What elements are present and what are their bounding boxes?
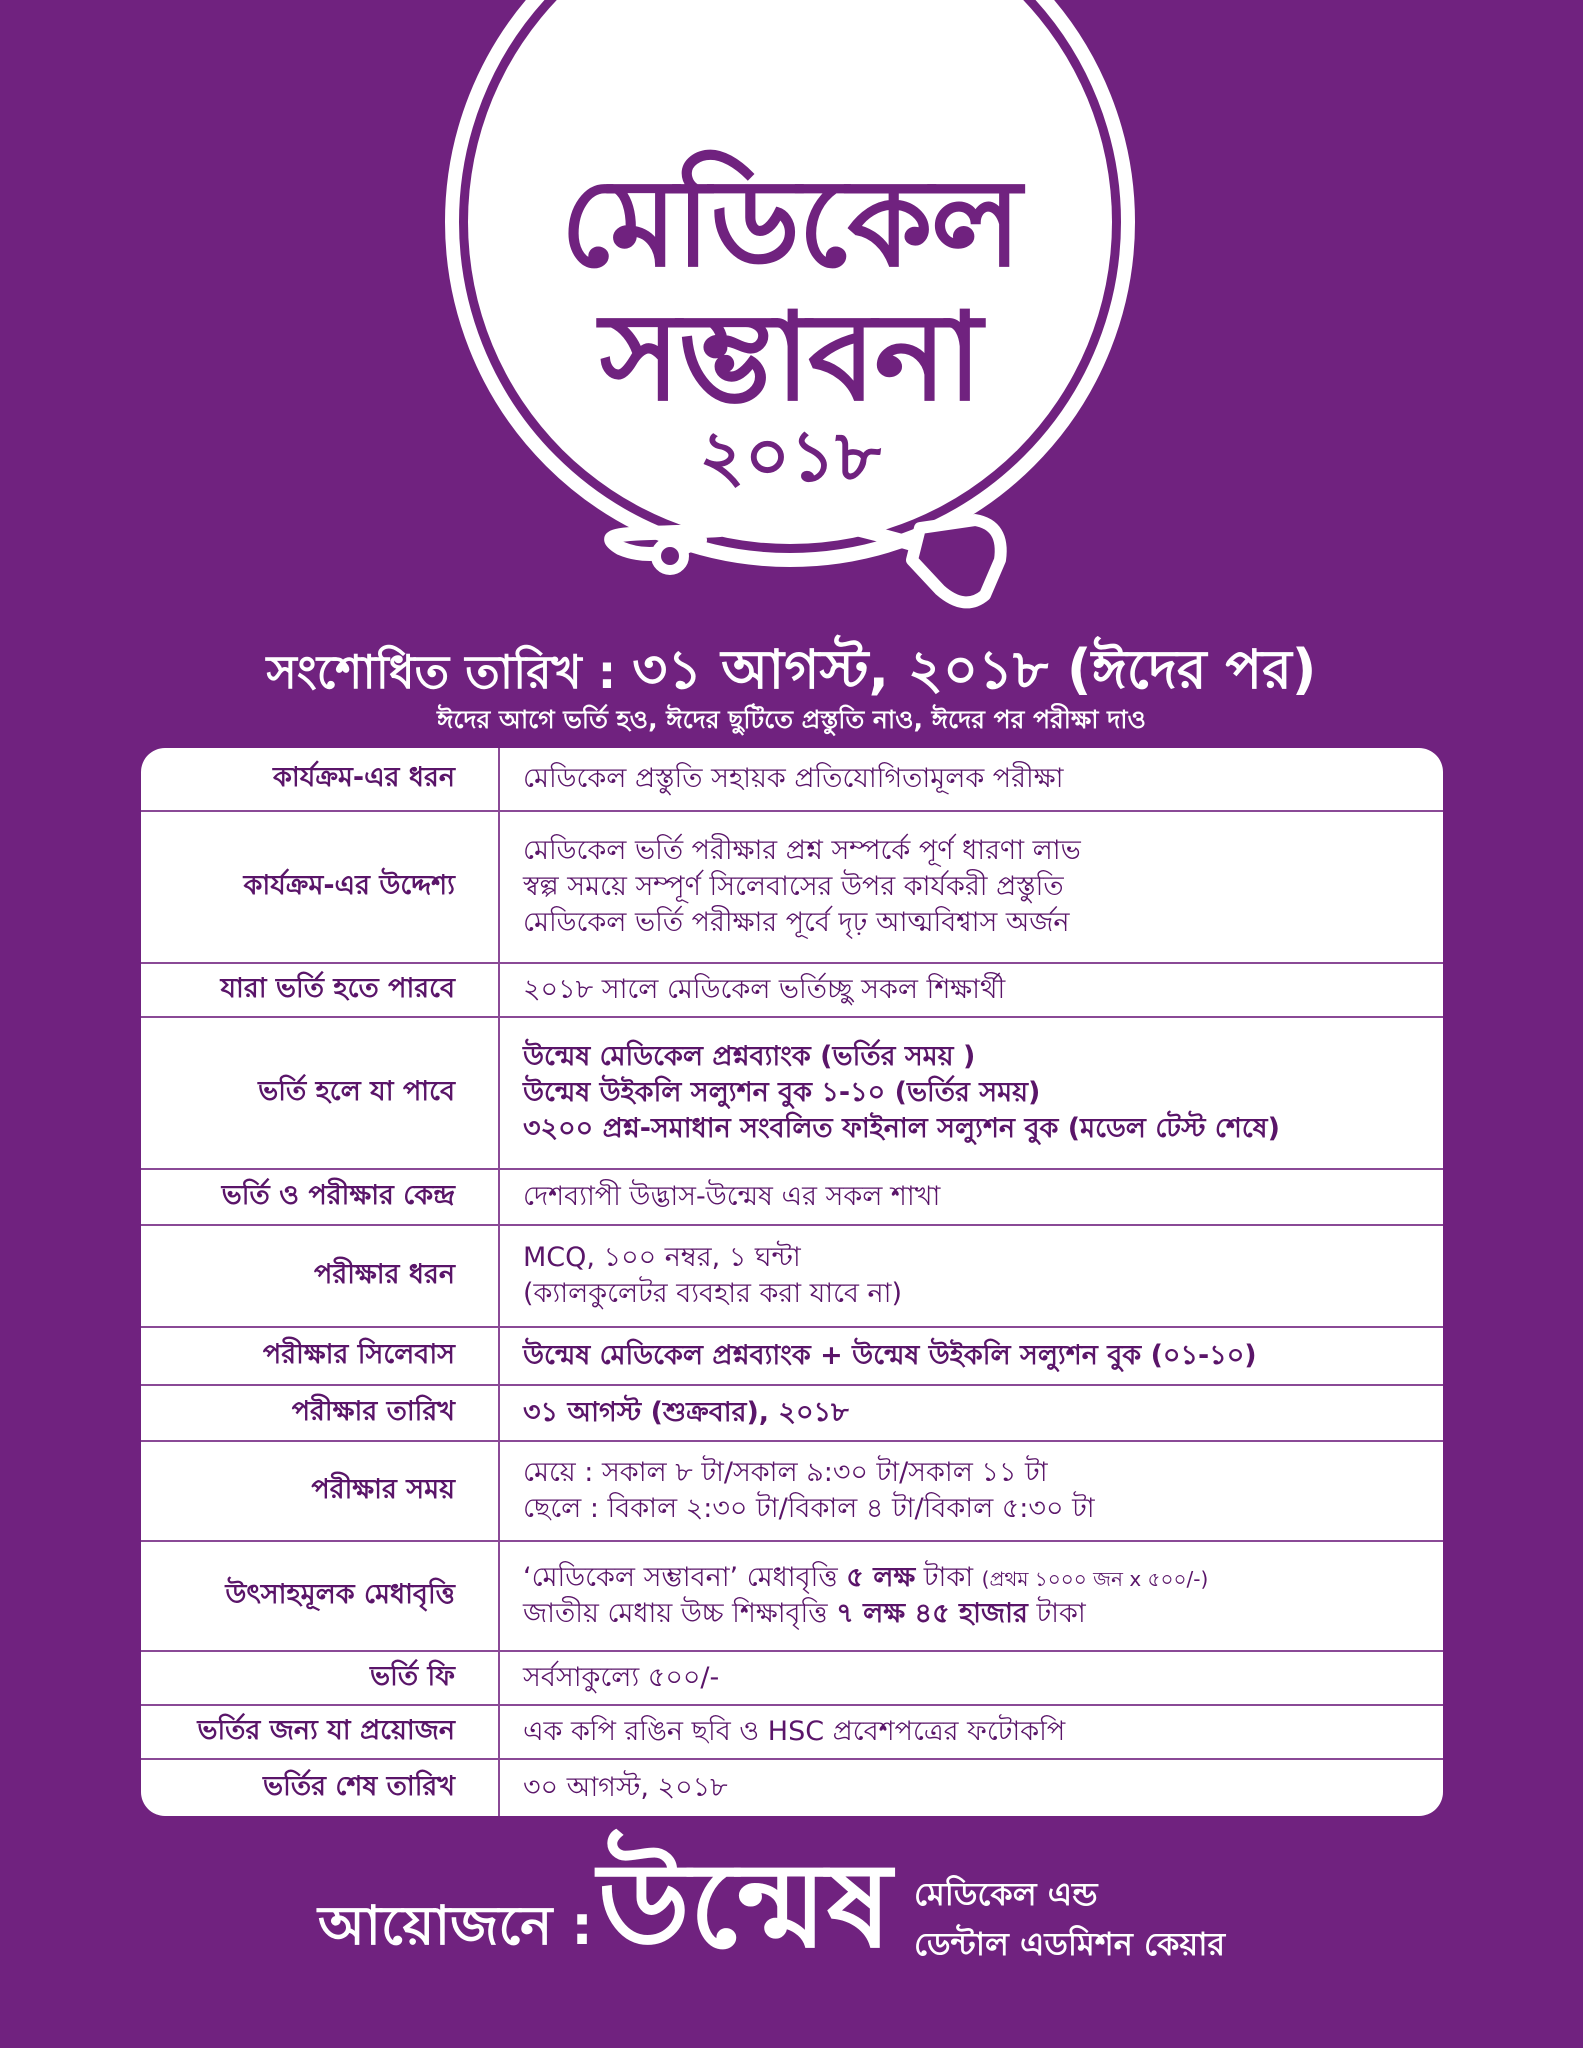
row-label: ভর্তি ফি xyxy=(370,1660,455,1692)
column-divider xyxy=(498,1328,500,1384)
row-label: পরীক্ষার তারিখ xyxy=(291,1395,455,1427)
column-divider xyxy=(498,1706,500,1758)
column-divider xyxy=(498,964,500,1016)
row-value xyxy=(523,1652,1433,1704)
table-row-exam-date xyxy=(141,1386,1443,1442)
value-line: সর্বসাকুল্যে ৫০০/- xyxy=(523,1661,720,1693)
row-value xyxy=(523,1706,1433,1758)
value-line xyxy=(523,1560,1433,1596)
row-value xyxy=(523,1328,1433,1384)
value-line: ৩১ আগস্ট (শুক্রবার), ২০১৮ xyxy=(523,1396,849,1428)
table-row-eligible xyxy=(141,964,1443,1018)
revised-date-label: সংশোধিত তারিখ : xyxy=(266,645,617,699)
brand-subtitle-line1: মেডিকেল এন্ড xyxy=(914,1875,1098,1913)
value-line: MCQ, ১০০ নম্বর, ১ ঘন্টা xyxy=(523,1241,801,1273)
row-value xyxy=(523,1018,1433,1168)
brand-subtitle xyxy=(914,1870,1225,1969)
table-row-syllabus xyxy=(141,1328,1443,1386)
logo-title-line2: সম্ভাবনা xyxy=(599,286,981,428)
column-divider xyxy=(498,1018,500,1168)
table-row-type xyxy=(141,748,1443,812)
value-line: ২০১৮ সালে মেডিকেল ভর্তিচ্ছু সকল শিক্ষার্থী xyxy=(523,973,1006,1005)
row-label: ভর্তির জন্য যা প্রয়োজন xyxy=(197,1714,455,1746)
row-label: ভর্তি হলে যা পাবে xyxy=(258,1075,455,1107)
revised-date-value: ৩১ আগস্ট, ২০১৮ (ঈদের পর) xyxy=(632,638,1317,701)
logo-year: ২০১৮ xyxy=(699,415,881,497)
value-line: উন্মেষ উইকলি সল্যুশন বুক ১-১০ (ভর্তির সময়) xyxy=(523,1076,1041,1108)
row-label: উৎসাহমূলক মেধাবৃত্তি xyxy=(225,1578,455,1610)
value-line: মেডিকেল ভর্তি পরীক্ষার পূর্বে দৃঢ় আত্মবিশ্বাস অর্জন xyxy=(523,907,1070,939)
value-line: স্বল্প সময়ে সম্পূর্ণ সিলেবাসের উপর কার্যকরী প্রস্তুতি xyxy=(523,870,1064,902)
brand-subtitle-line2: ডেন্টাল এডমিশন কেয়ার xyxy=(914,1924,1226,1963)
table-row-center xyxy=(141,1170,1443,1226)
brand-logo: উন্মেষ xyxy=(598,1836,892,1974)
column-divider xyxy=(498,1760,500,1816)
row-label: যারা ভর্তি হতে পারবে xyxy=(220,972,455,1004)
national-amount: ৭ লক্ষ ৪৫ হাজার xyxy=(836,1598,1028,1629)
table-row-benefits xyxy=(141,1018,1443,1170)
value-line xyxy=(523,1596,1433,1632)
row-value xyxy=(523,1760,1433,1816)
value-line: উন্মেষ মেডিকেল প্রশ্নব্যাংক (ভর্তির সময় ) xyxy=(523,1040,976,1072)
row-label: পরীক্ষার সময় xyxy=(311,1473,455,1505)
organized-by-label: আয়োজনে : xyxy=(318,1894,593,1957)
scholarship-amount: ৫ লক্ষ xyxy=(846,1561,916,1593)
tagline: ঈদের আগে ভর্তি হও, ঈদের ছুটিতে প্রস্তুতি নাও, ঈদের পর পরীক্ষা দাও xyxy=(437,705,1146,734)
currency-word: টাকা xyxy=(923,1561,974,1593)
row-value xyxy=(523,1542,1433,1650)
info-table xyxy=(141,748,1443,1816)
row-value xyxy=(523,1386,1433,1440)
value-line: মেয়ে : সকাল ৮ টা/সকাল ৯:৩০ টা/সকাল ১১ টা xyxy=(523,1456,1048,1488)
row-label: ভর্তি ও পরীক্ষার কেন্দ্র xyxy=(221,1179,455,1211)
table-row-scholarship xyxy=(141,1542,1443,1652)
logo-title-line1: মেডিকেল xyxy=(560,152,1020,294)
column-divider xyxy=(498,1542,500,1650)
value-line: মেডিকেল প্রস্তুতি সহায়ক প্রতিযোগিতামূলক পরীক্ষা xyxy=(523,762,1064,794)
table-row-objective xyxy=(141,812,1443,964)
row-value xyxy=(523,1442,1433,1540)
row-value xyxy=(523,1226,1433,1326)
table-row-required xyxy=(141,1706,1443,1760)
scholarship-name: ‘মেডিকেল সম্ভাবনা’ মেধাবৃত্তি xyxy=(523,1561,838,1593)
column-divider xyxy=(498,1386,500,1440)
value-line: ছেলে : বিকাল ২:৩০ টা/বিকাল ৪ টা/বিকাল ৫:৩০ টা xyxy=(523,1493,1095,1524)
currency-word: টাকা xyxy=(1036,1598,1086,1629)
table-row-fee xyxy=(141,1652,1443,1706)
table-row-last-date xyxy=(141,1760,1443,1816)
value-line: এক কপি রঙিন ছবি ও HSC প্রবেশপত্রের ফটোকপি xyxy=(523,1715,1066,1747)
scholarship-note: (প্রথম ১০০০ জন x ৫০০/-) xyxy=(981,1566,1209,1591)
column-divider xyxy=(498,1170,500,1224)
row-label: কার্যক্রম-এর ধরন xyxy=(273,761,455,793)
stethoscope-left-knob xyxy=(656,542,684,570)
table-row-exam-type xyxy=(141,1226,1443,1328)
row-label: পরীক্ষার সিলেবাস xyxy=(262,1338,455,1370)
row-value xyxy=(523,964,1433,1016)
value-line: ৩২০০ প্রশ্ন-সমাধান সংবলিত ফাইনাল সল্যুশন বুক (মডেল টেস্ট শেষে) xyxy=(523,1113,1280,1145)
value-line: দেশব্যাপী উদ্ভাস-উন্মেষ এর সকল শাখা xyxy=(523,1180,941,1212)
row-value xyxy=(523,748,1433,810)
row-value xyxy=(523,1170,1433,1224)
stethoscope-chestpiece xyxy=(912,520,1001,602)
column-divider xyxy=(498,812,500,962)
column-divider xyxy=(498,1226,500,1326)
row-label: কার্যক্রম-এর উদ্দেশ্য xyxy=(243,869,455,901)
row-label: পরীক্ষার ধরন xyxy=(314,1258,455,1290)
value-line: উন্মেষ মেডিকেল প্রশ্নব্যাংক + উন্মেষ উইকলি সল্যুশন বুক (০১-১০) xyxy=(523,1339,1257,1371)
row-value xyxy=(523,812,1433,962)
column-divider xyxy=(498,748,500,810)
national-scholarship: জাতীয় মেধায় উচ্চ শিক্ষাবৃত্তি xyxy=(523,1598,828,1629)
column-divider xyxy=(498,1652,500,1704)
column-divider xyxy=(498,1442,500,1540)
table-row-exam-time xyxy=(141,1442,1443,1542)
value-line: (ক্যালকুলেটর ব্যবহার করা যাবে না) xyxy=(523,1278,903,1309)
row-label: ভর্তির শেষ তারিখ xyxy=(263,1770,455,1802)
value-line: ৩০ আগস্ট, ২০১৮ xyxy=(523,1771,728,1803)
value-line: মেডিকেল ভর্তি পরীক্ষার প্রশ্ন সম্পর্কে পূর্ণ ধারণা লাভ xyxy=(523,834,1081,866)
